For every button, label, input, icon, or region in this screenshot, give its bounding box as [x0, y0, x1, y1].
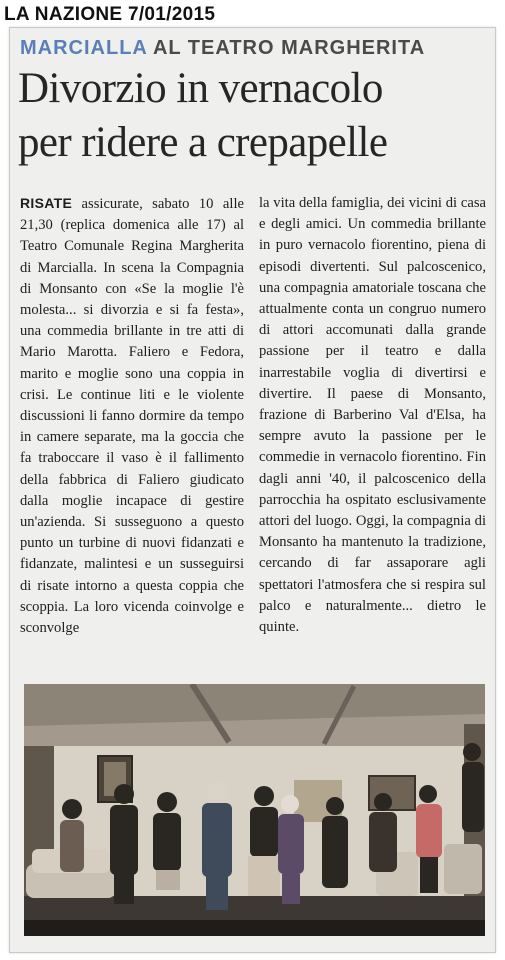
- kicker-location: MARCIALLA: [20, 37, 148, 59]
- masthead: LA NAZIONE 7/01/2015: [4, 4, 216, 25]
- article-body-column-1: assicurate, sabato 10 alle 21,30 (replica domenica alle 17) al Teatro Comunale Regina Margherita di Marcialla. In scena la Compagnia di Monsanto con «Se la moglie l'è molesta... si divorzia e si fa festa», una commedia brillante in tre atti di Mario Marotta. Faliero e Fedora, marito e moglie sono una coppia in crisi. Le continue liti e le violente discussioni li fanno dormire da tempo in camere separate, ma la goccia che fa traboccare il vaso è il fallimento della fabbrica di Faliero giudicato dalla moglie incapace di gestire un'azienda. Si susseguono a questo punto un turbine di nuovi fidanzati e fidanzate, malintesi e un susseguirsi di risate intorno a questa coppia che scoppia. La loro vicenda coinvolge e sconvolge: [20, 196, 244, 637]
- kicker-subject: AL TEATRO MARGHERITA: [152, 37, 426, 59]
- article-column-2: [259, 193, 486, 638]
- article-column-1: [20, 193, 244, 639]
- headline-line-2: per ridere a crepapelle: [18, 119, 388, 166]
- article-headline: [18, 62, 488, 170]
- headline-line-1: Divorzio in vernacolo: [18, 65, 383, 112]
- article-kicker: [20, 37, 488, 60]
- article-lead-word: RISATE: [20, 195, 73, 211]
- article-body-column-2: la vita della famiglia, dei vicini di casa e degli amici. Un commedia brillante in puro vernacolo fiorentino, piena di episodi divertenti. Sul palcoscenico, una compagnia amatoriale toscana che attualmente conta un congruo numero di attori accomunati dalla grande passione per il teatro e dalla inarrestabile voglia di divertirsi e divertire. Il paese di Monsanto, frazione di Barberino Val d'Elsa, ha sempre avuto la passione per le commedie in vernacolo fiorentino. Fin dagli anni '40, il palcoscenico della parrocchia ha ospitato esclusivamente attori del luogo. Oggi, la compagnia di Monsanto ha mantenuto la tradizione, cercando di far assaporare agli spettatori l'atmosfera che si respira sul palco e naturalmente... dietro le quinte.: [259, 195, 486, 636]
- article-photo: [24, 684, 485, 936]
